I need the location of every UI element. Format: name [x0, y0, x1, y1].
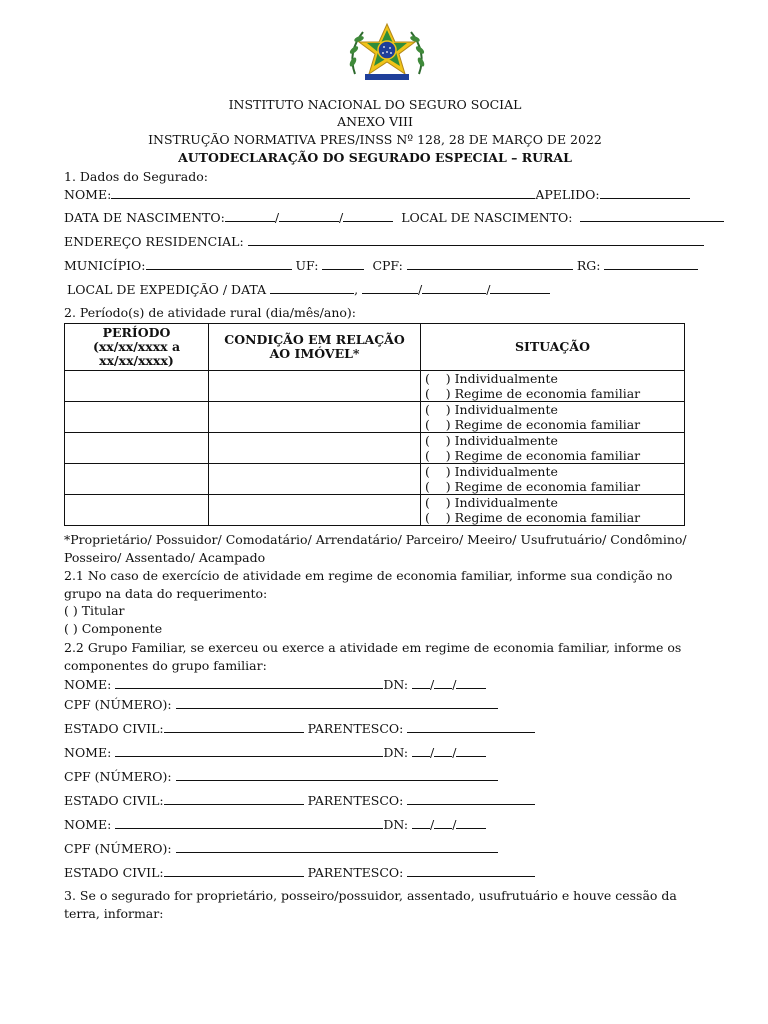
subsection-2-2-text: 2.2 Grupo Familiar, se exerceu ou exerce a atividade em regime de economia familiar, informe os componentes do grupo familiar: — [64, 640, 682, 673]
member-estado-civil-label: ESTADO CIVIL: — [64, 721, 164, 736]
municipio-label: MUNICÍPIO: — [64, 258, 146, 273]
expedicao-year-field[interactable] — [490, 282, 550, 294]
member-cpf-label: CPF (NÚMERO): — [64, 841, 172, 856]
rg-field[interactable] — [604, 258, 698, 270]
member-2-dn-month[interactable] — [434, 745, 452, 757]
nome-row — [64, 187, 690, 203]
local-nascimento-label: LOCAL DE NASCIMENTO: — [401, 210, 573, 225]
table-row — [65, 495, 685, 526]
member-dn-label: DN: — [383, 745, 409, 760]
member-cpf-label: CPF (NÚMERO): — [64, 769, 172, 784]
situacao-cell — [421, 402, 685, 433]
member-1-estado-civil-field[interactable] — [164, 721, 304, 733]
member-2-cpf-row — [64, 769, 498, 785]
birth-month-field[interactable] — [279, 210, 339, 222]
member-2-parentesco-field[interactable] — [407, 793, 535, 805]
member-parentesco-label: PARENTESCO: — [307, 793, 404, 808]
member-3-dn-day[interactable] — [412, 817, 430, 829]
birth-row: DATA DE NASCIMENTO: / / LOCAL DE NASCIMENTO: — [64, 210, 724, 226]
member-1-nome-row: NOME: DN: / / — [64, 677, 486, 693]
municipio-field[interactable] — [146, 258, 292, 270]
member-3-civil-row — [64, 865, 535, 881]
member-dn-label: DN: — [383, 677, 409, 692]
member-3-parentesco-field[interactable] — [407, 865, 535, 877]
member-1-civil-row — [64, 721, 535, 737]
section3-text: 3. Se o segurado for proprietário, posseiro/possuidor, assentado, usufrutuário e houve cessão da terra, informar: — [64, 888, 677, 921]
table-row — [65, 433, 685, 464]
member-3-estado-civil-field[interactable] — [164, 865, 304, 877]
col-condicao-header: CONDIÇÃO EM RELAÇÃO AO IMÓVEL* — [209, 324, 421, 371]
subsection-2-1-text: 2.1 No caso de exercício de atividade em regime de economia familiar, informe sua condição no grupo na data do requerimento: — [64, 568, 673, 601]
birth-year-field[interactable] — [343, 210, 393, 222]
member-1-dn-day[interactable] — [412, 677, 430, 689]
member-estado-civil-label: ESTADO CIVIL: — [64, 865, 164, 880]
option-componente[interactable]: ( ) Componente — [64, 621, 163, 636]
option-regime-familiar[interactable]: ( ) Regime de economia familiar — [425, 417, 641, 432]
periodo-cell[interactable] — [65, 433, 209, 464]
situacao-cell — [421, 371, 685, 402]
option-titular[interactable]: ( ) Titular — [64, 603, 125, 618]
option-regime-familiar[interactable]: ( ) Regime de economia familiar — [425, 510, 641, 525]
member-nome-label: NOME: — [64, 817, 112, 832]
expedicao-month-field[interactable] — [422, 282, 486, 294]
endereco-row — [64, 234, 704, 250]
condicao-cell[interactable] — [209, 495, 421, 526]
member-2-nome-field[interactable] — [115, 745, 383, 757]
member-3-nome-field[interactable] — [115, 817, 383, 829]
local-nascimento-field[interactable] — [580, 210, 724, 222]
local-expedicao-label: LOCAL DE EXPEDIÇÃO / DATA — [67, 282, 267, 297]
institute-name: INSTITUTO NACIONAL DO SEGURO SOCIAL — [228, 97, 522, 112]
periodo-cell[interactable] — [65, 371, 209, 402]
cpf-label: CPF: — [372, 258, 403, 273]
brazil-coat-of-arms-icon — [341, 22, 433, 84]
member-1-dn-month[interactable] — [434, 677, 452, 689]
nome-label: NOME: — [64, 187, 112, 202]
form-title: AUTODECLARAÇÃO DO SEGURADO ESPECIAL – RURAL — [178, 150, 572, 165]
member-3-cpf-row — [64, 841, 498, 857]
nome-field[interactable] — [111, 187, 535, 199]
uf-label: UF: — [295, 258, 319, 273]
table-row — [65, 402, 685, 433]
member-1-cpf-row — [64, 697, 498, 713]
situacao-cell — [421, 433, 685, 464]
member-parentesco-label: PARENTESCO: — [307, 721, 404, 736]
apelido-label: APELIDO: — [535, 187, 600, 202]
expedicao-row: LOCAL DE EXPEDIÇÃO / DATA , / / — [67, 282, 550, 298]
member-3-dn-year[interactable] — [456, 817, 486, 829]
member-1-dn-year[interactable] — [456, 677, 486, 689]
condicao-cell[interactable] — [209, 371, 421, 402]
option-individualmente[interactable]: ( ) Individualmente — [425, 495, 558, 510]
instruction-label: INSTRUÇÃO NORMATIVA PRES/INSS Nº 128, 28 DE MARÇO DE 2022 — [148, 132, 602, 147]
apelido-field[interactable] — [600, 187, 690, 199]
situacao-cell — [421, 495, 685, 526]
cpf-field[interactable] — [407, 258, 573, 270]
birth-day-field[interactable] — [225, 210, 275, 222]
uf-field[interactable] — [322, 258, 364, 270]
col-situacao-header: SITUAÇÃO — [421, 324, 685, 371]
option-individualmente[interactable]: ( ) Individualmente — [425, 464, 558, 479]
annex-label: ANEXO VIII — [337, 114, 413, 129]
option-individualmente[interactable]: ( ) Individualmente — [425, 371, 558, 386]
section2-heading: 2. Período(s) de atividade rural (dia/mês/ano): — [64, 305, 357, 320]
member-cpf-label: CPF (NÚMERO): — [64, 697, 172, 712]
section1-heading: 1. Dados do Segurado: — [64, 169, 208, 184]
member-dn-label: DN: — [383, 817, 409, 832]
member-1-cpf-field[interactable] — [176, 697, 498, 709]
expedicao-day-field[interactable] — [362, 282, 418, 294]
member-1-nome-field[interactable] — [115, 677, 383, 689]
col-periodo-header: PERÍODO (xx/xx/xxxx a xx/xx/xxxx) — [65, 324, 209, 371]
member-nome-label: NOME: — [64, 745, 112, 760]
condition-footnote: *Proprietário/ Possuidor/ Comodatário/ Arrendatário/ Parceiro/ Meeiro/ Usufrutuário/ Condômino/ Posseiro/ Assentado/ Acampado — [64, 532, 687, 565]
municipio-row — [64, 258, 698, 274]
period-table — [64, 323, 685, 526]
member-3-dn-month[interactable] — [434, 817, 452, 829]
option-regime-familiar[interactable]: ( ) Regime de economia familiar — [425, 479, 641, 494]
member-2-cpf-field[interactable] — [176, 769, 498, 781]
member-nome-label: NOME: — [64, 677, 112, 692]
table-row — [65, 371, 685, 402]
member-2-estado-civil-field[interactable] — [164, 793, 304, 805]
periodo-cell[interactable] — [65, 495, 209, 526]
local-expedicao-field[interactable] — [270, 282, 354, 294]
member-parentesco-label: PARENTESCO: — [307, 865, 404, 880]
endereco-label: ENDEREÇO RESIDENCIAL: — [64, 234, 244, 249]
member-3-cpf-field[interactable] — [176, 841, 498, 853]
member-2-dn-year[interactable] — [456, 745, 486, 757]
member-3-nome-row: NOME: DN: / / — [64, 817, 486, 833]
table-row — [65, 464, 685, 495]
endereco-field[interactable] — [248, 234, 704, 246]
option-regime-familiar[interactable]: ( ) Regime de economia familiar — [425, 386, 641, 401]
member-2-nome-row: NOME: DN: / / — [64, 745, 486, 761]
member-1-parentesco-field[interactable] — [407, 721, 535, 733]
option-regime-familiar[interactable]: ( ) Regime de economia familiar — [425, 448, 641, 463]
periodo-cell[interactable] — [65, 464, 209, 495]
member-2-dn-day[interactable] — [412, 745, 430, 757]
condicao-cell[interactable] — [209, 402, 421, 433]
option-individualmente[interactable]: ( ) Individualmente — [425, 433, 558, 448]
member-estado-civil-label: ESTADO CIVIL: — [64, 793, 164, 808]
member-2-civil-row — [64, 793, 535, 809]
condicao-cell[interactable] — [209, 433, 421, 464]
data-nascimento-label: DATA DE NASCIMENTO: — [64, 210, 225, 225]
rg-label: RG: — [576, 258, 601, 273]
periodo-cell[interactable] — [65, 402, 209, 433]
situacao-cell — [421, 464, 685, 495]
option-individualmente[interactable]: ( ) Individualmente — [425, 402, 558, 417]
condicao-cell[interactable] — [209, 464, 421, 495]
